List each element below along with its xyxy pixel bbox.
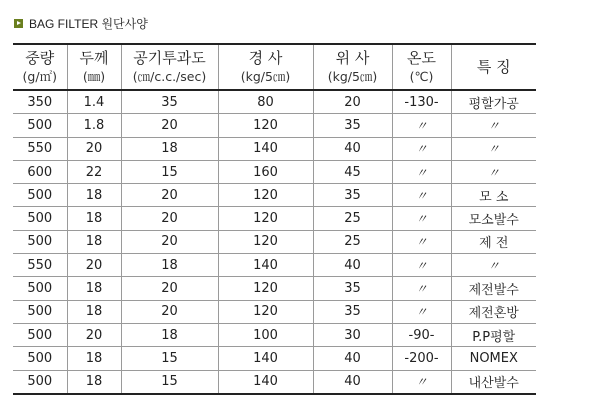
table-cell: 140 [218, 137, 313, 160]
table-cell: 120 [218, 207, 313, 230]
column-header-title: 위 사 [335, 49, 370, 67]
table-cell: 500 [13, 300, 67, 323]
table-cell: 140 [218, 370, 313, 394]
table-cell: 모 소 [451, 184, 536, 207]
table-cell: 15 [121, 347, 218, 370]
table-row [13, 160, 536, 183]
table-cell: 〃 [451, 114, 536, 137]
table-cell: 15 [121, 160, 218, 183]
bullet-arrow-icon [14, 19, 23, 28]
table-cell: 500 [13, 277, 67, 300]
table-row [13, 347, 536, 370]
table-cell: 〃 [451, 160, 536, 183]
table-row [13, 137, 536, 160]
table-cell: NOMEX [451, 347, 536, 370]
table-cell: 120 [218, 300, 313, 323]
table-cell: 20 [121, 207, 218, 230]
table-cell: 20 [121, 300, 218, 323]
table-cell: 350 [13, 90, 67, 114]
table-cell: 120 [218, 184, 313, 207]
table-cell: 20 [121, 114, 218, 137]
table-cell: 500 [13, 230, 67, 253]
table-cell: 〃 [392, 160, 451, 183]
table-cell: 40 [313, 370, 392, 394]
table-cell: 20 [121, 184, 218, 207]
table-cell: 25 [313, 207, 392, 230]
table-cell: 140 [218, 347, 313, 370]
column-header-unit: (℃) [409, 69, 434, 84]
table-cell: 18 [67, 277, 121, 300]
table-row [13, 230, 536, 253]
table-cell: 15 [121, 370, 218, 394]
table-row [13, 114, 536, 137]
table-cell: 〃 [392, 370, 451, 394]
table-row [13, 184, 536, 207]
column-header [13, 44, 67, 90]
column-header [451, 44, 536, 90]
table-cell: 18 [121, 323, 218, 346]
table-cell: 30 [313, 323, 392, 346]
column-header [313, 44, 392, 90]
table-cell: 모소발수 [451, 207, 536, 230]
column-header [392, 44, 451, 90]
table-cell: 100 [218, 323, 313, 346]
table-cell: 〃 [392, 137, 451, 160]
column-header-title: 공기투과도 [133, 49, 206, 67]
table-cell: 〃 [392, 254, 451, 277]
table-cell: 35 [313, 114, 392, 137]
table-cell: 550 [13, 254, 67, 277]
column-header [121, 44, 218, 90]
table-cell: 〃 [392, 300, 451, 323]
table-cell: 20 [67, 323, 121, 346]
table-cell: 제전발수 [451, 277, 536, 300]
table-cell: 〃 [392, 207, 451, 230]
column-header-unit: (kg/5㎝) [240, 69, 291, 84]
table-cell: 평할가공 [451, 90, 536, 114]
table-cell: 20 [313, 90, 392, 114]
table-cell: 22 [67, 160, 121, 183]
table-row [13, 323, 536, 346]
table-cell: 20 [67, 137, 121, 160]
column-header-unit: (㎜) [82, 69, 106, 84]
table-cell: 18 [121, 137, 218, 160]
column-header-title: 중량 [25, 49, 55, 67]
table-cell: 1.8 [67, 114, 121, 137]
table-cell: 40 [313, 137, 392, 160]
table-row [13, 207, 536, 230]
table-cell: 〃 [451, 254, 536, 277]
table-cell: 제 전 [451, 230, 536, 253]
column-header-title: 특 징 [476, 58, 511, 76]
table-cell: 500 [13, 323, 67, 346]
table-row [13, 277, 536, 300]
table-cell: 〃 [392, 114, 451, 137]
section-title [14, 15, 148, 31]
column-header-unit: (kg/5㎝) [327, 69, 378, 84]
table-cell: 제전혼방 [451, 300, 536, 323]
table-cell: 45 [313, 160, 392, 183]
table-header-row [13, 44, 536, 90]
column-header-title: 두께 [79, 49, 109, 67]
table-cell: 18 [67, 230, 121, 253]
table-cell: 140 [218, 254, 313, 277]
spec-table [13, 43, 536, 395]
column-header [218, 44, 313, 90]
column-header-title: 경 사 [248, 49, 283, 67]
table-cell: 120 [218, 114, 313, 137]
table-cell: 18 [121, 254, 218, 277]
table-cell: 500 [13, 207, 67, 230]
table-cell: 40 [313, 347, 392, 370]
table-cell: 500 [13, 184, 67, 207]
table-cell: 20 [67, 254, 121, 277]
table-cell: 18 [67, 300, 121, 323]
table-cell: 〃 [392, 230, 451, 253]
table-cell: 〃 [392, 184, 451, 207]
table-cell: 35 [313, 277, 392, 300]
table-cell: 18 [67, 347, 121, 370]
table-cell: 600 [13, 160, 67, 183]
table-cell: -130- [392, 90, 451, 114]
table-cell: P.P평할 [451, 323, 536, 346]
table-body [13, 90, 536, 394]
table-cell: 18 [67, 370, 121, 394]
table-cell: 35 [121, 90, 218, 114]
column-header-unit: (g/㎡) [22, 69, 57, 84]
table-row [13, 254, 536, 277]
table-cell: 80 [218, 90, 313, 114]
table-cell: 〃 [392, 277, 451, 300]
table-cell: 25 [313, 230, 392, 253]
table-row [13, 370, 536, 394]
table-cell: 35 [313, 300, 392, 323]
table-row [13, 90, 536, 114]
table-cell: 35 [313, 184, 392, 207]
table-cell: 120 [218, 277, 313, 300]
table-cell: 20 [121, 230, 218, 253]
table-cell: 120 [218, 230, 313, 253]
column-header-title: 온도 [407, 49, 436, 67]
table-cell: 18 [67, 207, 121, 230]
table-cell: 내산발수 [451, 370, 536, 394]
table-cell: 500 [13, 370, 67, 394]
table-cell: 40 [313, 254, 392, 277]
table-cell: -90- [392, 323, 451, 346]
table-cell: 20 [121, 277, 218, 300]
table-row [13, 300, 536, 323]
table-cell: -200- [392, 347, 451, 370]
section-title-text: BAG FILTER 원단사양 [29, 16, 148, 31]
table-cell: 500 [13, 114, 67, 137]
column-header-unit: (㎝/c.c./sec) [132, 69, 207, 84]
column-header [67, 44, 121, 90]
table-cell: 550 [13, 137, 67, 160]
table-cell: 500 [13, 347, 67, 370]
table-cell: 160 [218, 160, 313, 183]
table-cell: 1.4 [67, 90, 121, 114]
table-cell: 〃 [451, 137, 536, 160]
table-cell: 18 [67, 184, 121, 207]
